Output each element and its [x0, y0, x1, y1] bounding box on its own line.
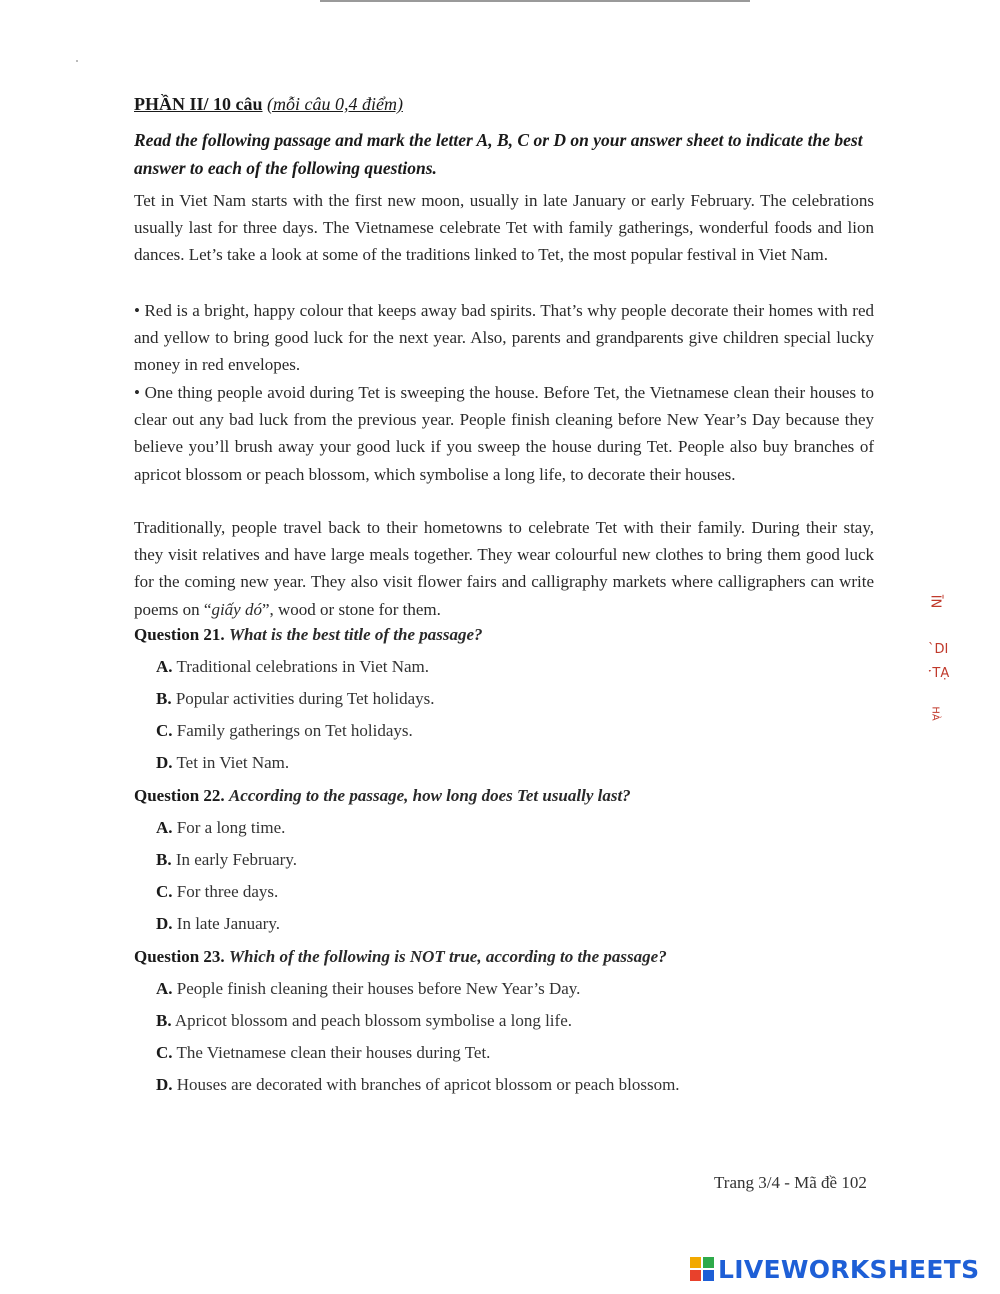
question-22: [134, 786, 631, 806]
question-number: Question 21.: [134, 625, 225, 644]
question-23: [134, 947, 667, 967]
brand-name: LIVEWORKSHEETS: [718, 1254, 980, 1284]
stamp-mark: ˑTẠ: [928, 666, 950, 681]
answer-option[interactable]: A. Traditional celebrations in Viet Nam.: [156, 657, 430, 676]
answer-option[interactable]: B. Popular activities during Tet holidays.: [156, 689, 435, 708]
top-rule: [320, 0, 750, 2]
section-heading-points: (mỗi câu 0,4 điểm): [267, 94, 403, 114]
passage-paragraph-3: • One thing people avoid during Tet is sweeping the house. Before Tet, the Vietnamese clean their houses to clear out any bad luck from the previous year. People finish cleaning before New Year’s Day because they believe you’ll brush away your good luck if you sweep the house during Tet. People also buy branches of apricot blossom or peach blossom, which symbolise a long life, to decorate their houses.: [134, 383, 874, 484]
section-heading: [134, 94, 403, 115]
answer-option[interactable]: D. Houses are decorated with branches of apricot blossom or peach blossom.: [156, 1075, 680, 1094]
question-number: Question 22.: [134, 786, 225, 805]
answer-option[interactable]: C. For three days.: [156, 882, 279, 901]
question-21: [134, 625, 483, 645]
question-text: According to the passage, how long does Tet usually last?: [228, 786, 631, 805]
stamp-mark: ĪN: [927, 594, 943, 609]
liveworksheets-logo[interactable]: [690, 1254, 979, 1284]
scan-speck: [76, 60, 78, 62]
stamp-mark: HÀ: [929, 706, 941, 721]
passage-paragraph-1: Tet in Viet Nam starts with the first new moon, usually in late January or early February. The celebrations usually last for three days. The Vietnamese celebrate Tet with family gatherings, wonderful foods and lion dances. Let’s take a look at some of the traditions linked to Tet, the most popular festival in Viet Nam.: [134, 191, 874, 265]
answer-option[interactable]: D. Tet in Viet Nam.: [156, 753, 290, 772]
page-footer: Trang 3/4 - Mã đề 102: [714, 1173, 867, 1192]
answer-option[interactable]: C. The Vietnamese clean their houses during Tet.: [156, 1043, 491, 1062]
answer-option[interactable]: A. For a long time.: [156, 818, 286, 837]
passage-paragraph-2: • Red is a bright, happy colour that keeps away bad spirits. That’s why people decorate their homes with red and yellow to bring good luck for the next year. Also, parents and grandparents give children special lucky money in red envelopes.: [134, 301, 874, 375]
passage-paragraph-4: Traditionally, people travel back to their hometowns to celebrate Tet with their family. During their stay, they visit relatives and have large meals together. They wear colourful new clothes to bring them good luck for the coming new year. They also visit flower fairs and calligraphy markets where calligraphers can write poems on “giấy dó”, wood or stone for them.: [134, 518, 874, 619]
answer-option[interactable]: B. In early February.: [156, 850, 297, 869]
question-text: Which of the following is NOT true, according to the passage?: [228, 947, 667, 966]
answer-option[interactable]: B. Apricot blossom and peach blossom symbolise a long life.: [156, 1011, 572, 1030]
question-text: What is the best title of the passage?: [228, 625, 483, 644]
answer-option[interactable]: D. In late January.: [156, 914, 280, 933]
question-number: Question 23.: [134, 947, 225, 966]
stamp-mark: ˋDI: [928, 642, 949, 657]
answer-option[interactable]: A. People finish cleaning their houses before New Year’s Day.: [156, 979, 581, 998]
section-heading-title: PHẦN II/ 10 câu: [134, 94, 263, 114]
answer-option[interactable]: C. Family gatherings on Tet holidays.: [156, 721, 413, 740]
instruction: Read the following passage and mark the letter A, B, C or D on your answer sheet to indicate the best answer to each of the following questions.: [134, 130, 863, 178]
giay-do-term: giấy dó: [211, 599, 262, 619]
logo-blocks-icon: [690, 1257, 714, 1281]
